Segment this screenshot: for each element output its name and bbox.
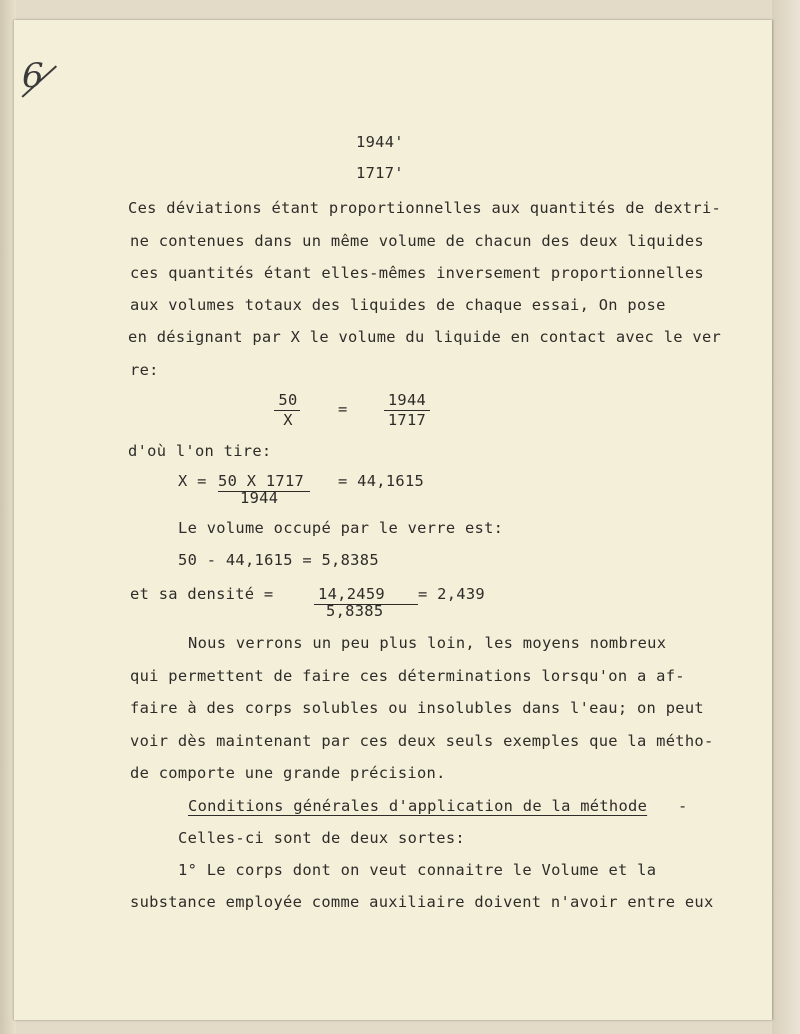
text-line-17: substance employée comme auxiliaire doivent n'avoir entre eux <box>130 893 714 911</box>
ratio-value-1944: 1944' <box>356 133 404 151</box>
text-line-2: ne contenues dans un même volume de chacun des deux liquides <box>130 232 704 250</box>
eq2-left: X = <box>178 472 207 490</box>
text-line-6: re: <box>130 361 159 379</box>
text-line-16: 1° Le corps dont on veut connaitre le Volume et la <box>178 861 657 879</box>
text-line-15: Celles-ci sont de deux sortes: <box>178 829 465 847</box>
text-line-10: Nous verrons un peu plus loin, les moyens nombreux <box>188 634 667 652</box>
section-heading-dash: - <box>678 797 688 815</box>
text-line-4: aux volumes totaux des liquides de chaque essai, On pose <box>130 296 666 314</box>
eq2-result: = 44,1615 <box>338 472 425 490</box>
eq3-denominator: 5,8385 <box>326 602 384 620</box>
text-line-14: de comporte une grande précision. <box>130 764 446 782</box>
text-line-11: qui permettent de faire ces déterminations lorsqu'on a af- <box>130 667 685 685</box>
eq3-result: = 2,439 <box>418 585 485 603</box>
eq2-numerator: 50 X 1717 <box>218 472 305 490</box>
eq3-left: et sa densité = <box>130 585 274 603</box>
document-page <box>14 20 772 1020</box>
section-heading: Conditions générales d'application de la méthode <box>188 797 648 815</box>
text-line-12: faire à des corps solubles ou insolubles dans l'eau; on peut <box>130 699 704 717</box>
eq1-equals-sign: = <box>338 400 348 418</box>
eq3-numerator: 14,2459 <box>318 585 385 603</box>
text-line-3: ces quantités étant elles-mêmes inversement proportionnelles <box>130 264 704 282</box>
eq1-numerator-left: 50 <box>278 391 298 409</box>
background-right-edge <box>772 0 800 1034</box>
ratio-value-1717: 1717' <box>356 164 404 182</box>
page-number: 6 <box>22 56 44 96</box>
text-line-13: voir dès maintenant par ces deux seuls exemples que la métho- <box>130 732 714 750</box>
text-line-5: en désignant par X le volume du liquide en contact avec le ver <box>128 328 722 346</box>
text-line-8: Le volume occupé par le verre est: <box>178 519 504 537</box>
eq1-denominator-right: 1717 <box>387 411 427 429</box>
eq1-denominator-left: X <box>283 411 293 429</box>
text-line-9: 50 - 44,1615 = 5,8385 <box>178 551 379 569</box>
eq2-denominator: 1944 <box>240 489 279 507</box>
text-line-1: Ces déviations étant proportionnelles aux quantités de dextri- <box>128 199 722 217</box>
text-line-7: d'où l'on tire: <box>128 442 272 460</box>
eq1-numerator-right: 1944 <box>387 391 427 409</box>
